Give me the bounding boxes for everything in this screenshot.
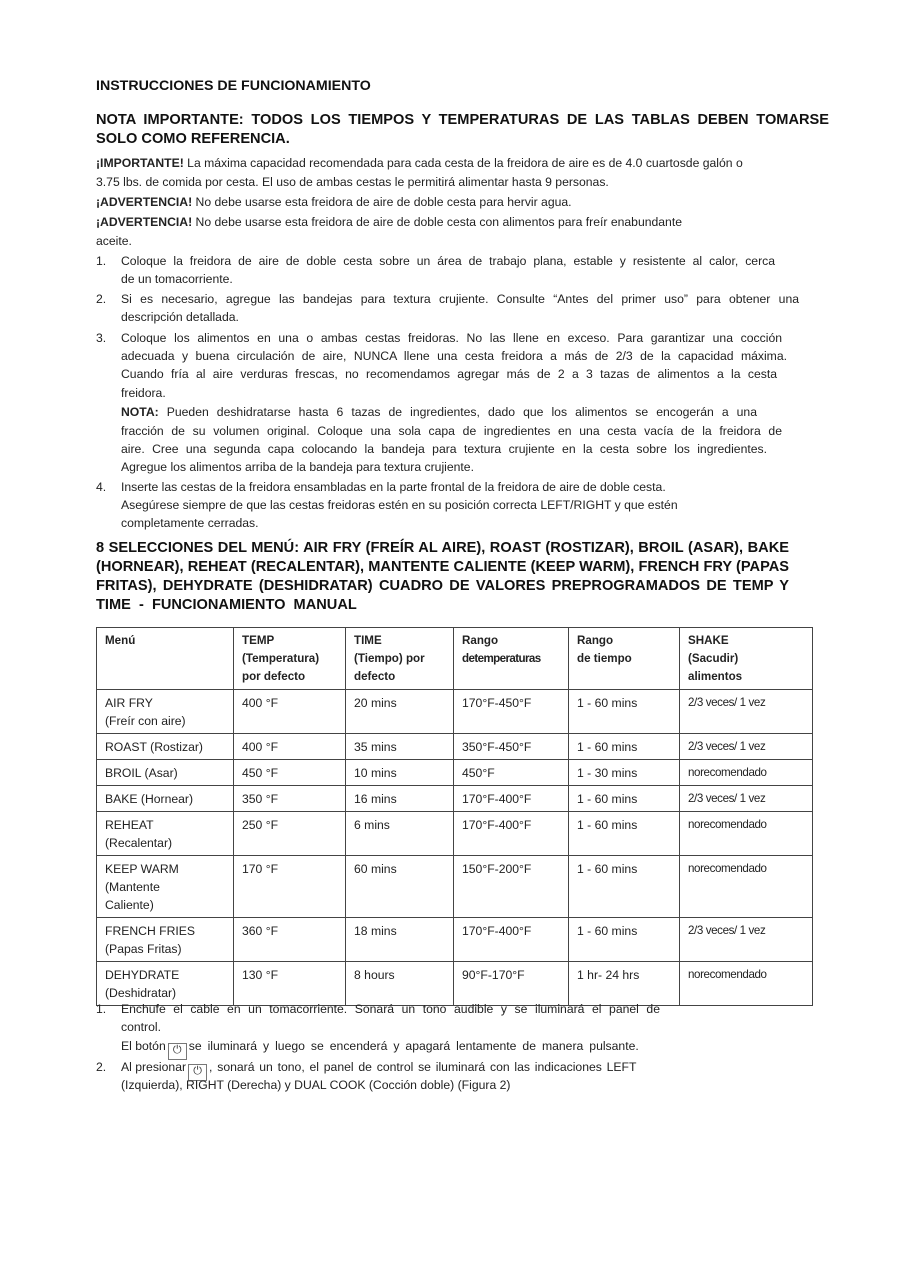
cell-shake: 2/3 veces/ 1 vez [680, 918, 813, 962]
cell-time: 20 mins [346, 690, 454, 734]
header-text: (Temperatura) [242, 652, 320, 665]
step-1-line1: Enchufe el cable en un tomacorriente. Sonará un tono audible y se iluminará el panel de [121, 1002, 660, 1016]
cell-time: 6 mins [346, 812, 454, 856]
header-text: TEMP [242, 634, 275, 647]
cell-temp: 450 °F [234, 760, 346, 786]
item-2-line1: Si es necesario, agregue las bandejas para textura crujiente. Consulte “Antes del primer uso” para obtener una [121, 292, 799, 306]
cell-temp-range: 90°F-170°F [454, 962, 569, 1006]
table-row [97, 734, 813, 760]
cell-text: KEEP WARM [105, 862, 179, 876]
warning-label: ¡ADVERTENCIA! [96, 195, 193, 209]
note-heading-line2: SOLO COMO REFERENCIA. [96, 131, 290, 147]
cell-shake: norecomendado [680, 856, 813, 918]
nota-label: NOTA: [121, 405, 159, 419]
item-1-line1: Coloque la freidora de aire de doble cesta sobre un área de trabajo plana, estable y resistente al calor, cerca [121, 254, 775, 268]
cell-temp-range: 170°F-400°F [454, 812, 569, 856]
step-text: El botón [121, 1039, 166, 1053]
note-heading-line1: NOTA IMPORTANTE: TODOS LOS TIEMPOS Y TEMPERATURAS DE LAS TABLAS DEBEN TOMARSE [96, 112, 829, 128]
item-3-line3: Cuando fría al aire verduras frescas, no recomendamos agregar más de 2 a 3 tazas de alimentos a la cesta [121, 367, 777, 381]
cell-menu [97, 918, 234, 962]
table-row [97, 690, 813, 734]
header-text: detemperaturas [462, 652, 541, 665]
cell-menu: BAKE (Hornear) [97, 786, 234, 812]
menu-heading-line4: TIME - FUNCIONAMIENTO MANUAL [96, 597, 357, 613]
cell-menu [97, 856, 234, 918]
header-text: (Sacudir) [688, 652, 739, 665]
cell-text: Caliente) [105, 898, 154, 912]
important-label: ¡IMPORTANTE! [96, 156, 184, 170]
nota-line1 [121, 405, 757, 419]
cell-time: 16 mins [346, 786, 454, 812]
cell-temp: 400 °F [234, 690, 346, 734]
cell-temp: 360 °F [234, 918, 346, 962]
item-number: 2. [96, 292, 107, 306]
item-4-line1: Inserte las cestas de la freidora ensambladas en la parte frontal de la freidora de aire de doble cesta. [121, 480, 666, 494]
cell-menu [97, 812, 234, 856]
cell-menu [97, 962, 234, 1006]
table-row [97, 962, 813, 1006]
cell-temp-range: 170°F-450°F [454, 690, 569, 734]
cell-temp-range: 170°F-400°F [454, 786, 569, 812]
cell-shake: 2/3 veces/ 1 vez [680, 734, 813, 760]
cell-shake: 2/3 veces/ 1 vez [680, 690, 813, 734]
table-row [97, 918, 813, 962]
cell-time: 18 mins [346, 918, 454, 962]
item-number: 1. [96, 254, 107, 268]
item-3-line2: adecuada y buena circulación de aire, NUNCA llene una cesta freidora a más de 2/3 de la capacidad máxima. [121, 349, 787, 363]
cell-time-range: 1 - 60 mins [569, 786, 680, 812]
cell-text: (Recalentar) [105, 836, 173, 850]
power-icon: ⏻ [168, 1043, 187, 1060]
cell-time-range: 1 - 60 mins [569, 734, 680, 760]
cell-time-range: 1 hr- 24 hrs [569, 962, 680, 1006]
cell-menu: BROIL (Asar) [97, 760, 234, 786]
cell-text: FRENCH FRIES [105, 924, 196, 938]
nota-line4: Agregue los alimentos arriba de la bandeja para textura crujiente. [121, 460, 474, 474]
header-time [346, 628, 454, 690]
menu-heading-line3: FRITAS), DEHYDRATE (DESHIDRATAR) CUADRO DE VALORES PREPROGRAMADOS DE TEMP Y [96, 578, 789, 594]
header-menu [97, 628, 234, 690]
header-text: por defecto [242, 670, 306, 683]
cell-shake: norecomendado [680, 760, 813, 786]
step-number: 1. [96, 1002, 107, 1016]
warning-1-text: No debe usarse esta freidora de aire de doble cesta para hervir agua. [192, 195, 572, 209]
nota-line2: fracción de su volumen original. Coloque una sola capa de ingredientes en una cesta vacía de la freidora de [121, 424, 782, 438]
cell-time-range: 1 - 60 mins [569, 690, 680, 734]
header-text: defecto [354, 670, 396, 683]
header-text: Rango [462, 634, 499, 647]
step-text: se iluminará y luego se encenderá y apagará lentamente de manera pulsante. [188, 1039, 639, 1053]
cell-temp-range: 150°F-200°F [454, 856, 569, 918]
step-number: 2. [96, 1060, 107, 1074]
item-number: 4. [96, 480, 107, 494]
cell-time: 10 mins [346, 760, 454, 786]
step-2-line2: (Izquierda), RIGHT (Derecha) y DUAL COOK (Cocción doble) (Figura 2) [121, 1078, 511, 1092]
menu-heading-line1: 8 SELECCIONES DEL MENÚ: AIR FRY (FREÍR AL AIRE), ROAST (ROSTIZAR), BROIL (ASAR), BAKE [96, 540, 789, 556]
warning-label: ¡ADVERTENCIA! [96, 215, 193, 229]
cell-temp: 250 °F [234, 812, 346, 856]
header-text: Rango [577, 634, 614, 647]
step-1-line2: control. [121, 1020, 161, 1034]
warning-1 [96, 195, 572, 209]
cell-temp: 130 °F [234, 962, 346, 1006]
cell-temp-range: 450°F [454, 760, 569, 786]
cell-text: (Papas Fritas) [105, 942, 182, 956]
warning-2-line1 [96, 215, 682, 229]
cell-text: AIR FRY [105, 696, 153, 710]
section-title: INSTRUCCIONES DE FUNCIONAMIENTO [96, 78, 371, 94]
step-1-line3 [121, 1039, 639, 1060]
power-icon: ⏻ [188, 1064, 207, 1081]
item-4-line3: completamente cerradas. [121, 516, 259, 530]
cell-shake: norecomendado [680, 962, 813, 1006]
header-temp-range [454, 628, 569, 690]
cell-time: 35 mins [346, 734, 454, 760]
cell-text: (Mantente [105, 880, 160, 894]
header-shake [680, 628, 813, 690]
cell-temp: 350 °F [234, 786, 346, 812]
cell-temp-range: 170°F-400°F [454, 918, 569, 962]
step-text: , sonará un tono, el panel de control se iluminará con las indicaciones LEFT [209, 1060, 637, 1074]
header-text: SHAKE [688, 634, 729, 647]
cell-shake: 2/3 veces/ 1 vez [680, 786, 813, 812]
header-time-range [569, 628, 680, 690]
table-row [97, 786, 813, 812]
cell-menu [97, 690, 234, 734]
cell-time-range: 1 - 60 mins [569, 812, 680, 856]
cell-shake: norecomendado [680, 812, 813, 856]
cell-time: 8 hours [346, 962, 454, 1006]
header-text: Menú [105, 634, 136, 647]
table-row [97, 812, 813, 856]
table-header-row [97, 628, 813, 690]
table-row [97, 760, 813, 786]
cell-temp: 400 °F [234, 734, 346, 760]
item-3-line1: Coloque los alimentos en una o ambas cestas freidoras. No las llene en exceso. Para garantizar una cocción [121, 331, 782, 345]
cell-time-range: 1 - 30 mins [569, 760, 680, 786]
nota-text: Pueden deshidratarse hasta 6 tazas de ingredientes, dado que los alimentos se encogerán a una [158, 405, 757, 419]
menu-heading-line2: (HORNEAR), REHEAT (RECALENTAR), MANTENTE CALIENTE (KEEP WARM), FRENCH FRY (PAPAS [96, 559, 789, 575]
cell-text: (Freír con aire) [105, 714, 186, 728]
cell-text: (Deshidratar) [105, 986, 177, 1000]
cell-temp: 170 °F [234, 856, 346, 918]
cell-time-range: 1 - 60 mins [569, 856, 680, 918]
table-row [97, 856, 813, 918]
cell-menu: ROAST (Rostizar) [97, 734, 234, 760]
important-paragraph-line1 [96, 156, 743, 170]
header-text: (Tiempo) por [354, 652, 425, 665]
important-text: La máxima capacidad recomendada para cada cesta de la freidora de aire es de 4.0 cuartosde galón o [183, 156, 743, 170]
header-temp [234, 628, 346, 690]
item-1-line2: de un tomacorriente. [121, 272, 233, 286]
preset-table [96, 627, 813, 1006]
header-text: TIME [354, 634, 382, 647]
step-text: Al presionar [121, 1060, 187, 1074]
item-number: 3. [96, 331, 107, 345]
cell-text: DEHYDRATE [105, 968, 180, 982]
cell-time-range: 1 - 60 mins [569, 918, 680, 962]
nota-line3: aire. Cree una segunda capa colocando la bandeja para textura crujiente en la cesta sobre los ingredientes. [121, 442, 767, 456]
warning-2-line2: aceite. [96, 234, 132, 248]
header-text: de tiempo [577, 652, 632, 665]
cell-time: 60 mins [346, 856, 454, 918]
important-paragraph-line2: 3.75 lbs. de comida por cesta. El uso de ambas cestas le permitirá alimentar hasta 9 personas. [96, 175, 609, 189]
cell-text: REHEAT [105, 818, 154, 832]
item-4-line2: Asegúrese siempre de que las cestas freidoras estén en su posición correcta LEFT/RIGHT y que estén [121, 498, 678, 512]
header-text: alimentos [688, 670, 743, 683]
cell-temp-range: 350°F-450°F [454, 734, 569, 760]
warning-2-text: No debe usarse esta freidora de aire de doble cesta con alimentos para freír enabundante [192, 215, 683, 229]
item-2-line2: descripción detallada. [121, 310, 239, 324]
item-3-line4: freidora. [121, 386, 166, 400]
